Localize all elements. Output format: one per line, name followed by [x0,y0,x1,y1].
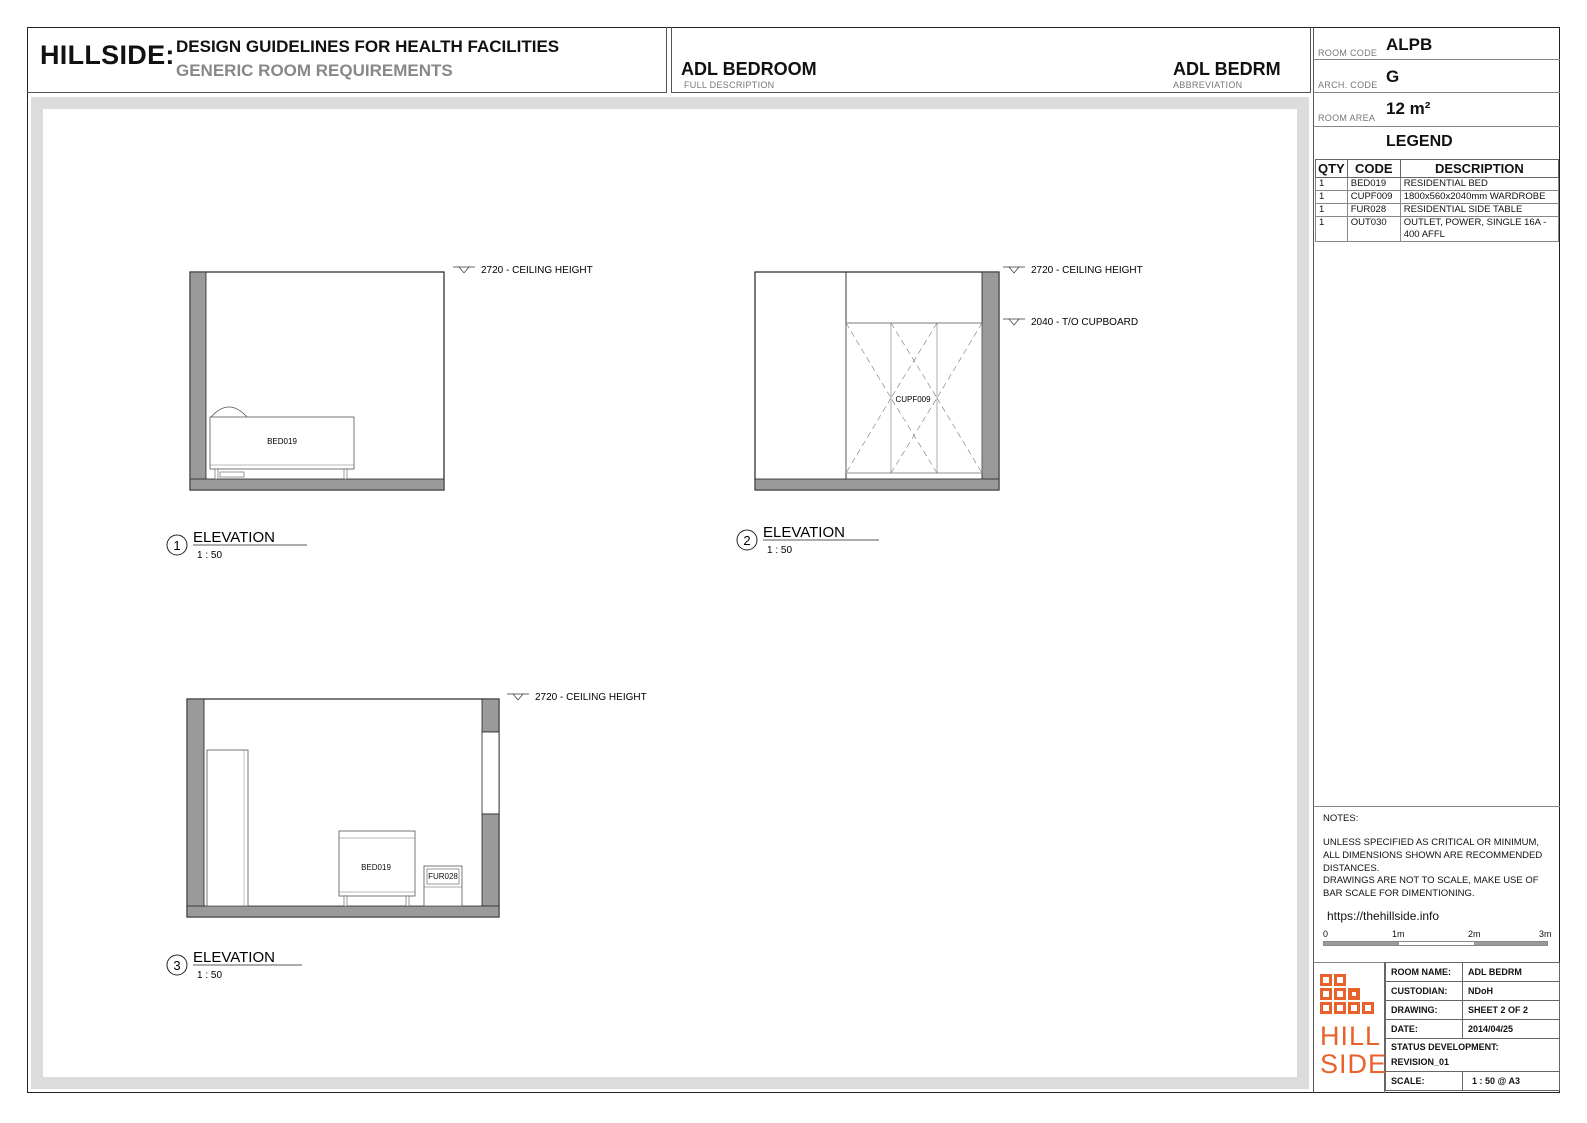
wall-section [187,699,204,917]
status-value: REVISION_01 [1391,1057,1450,1067]
wall-section [482,814,499,917]
scale-label-0: 0 [1323,929,1329,939]
drawing-label: DRAWING: [1386,1001,1463,1020]
window-opening [482,732,499,814]
floor-section [755,479,999,490]
ceiling-label-2: 2720 - CEILING HEIGHT [1031,265,1143,276]
note-2: DRAWINGS ARE NOT TO SCALE, MAKE USE OF BAR SCALE FOR DIMENTIONING. [1323,875,1539,899]
status-label: STATUS DEVELOPMENT: [1391,1042,1499,1052]
wall-section [190,272,206,490]
elevation-name-3: ELEVATION [193,949,275,966]
legend-row [1316,204,1559,217]
full-description: ADL BEDROOM [681,59,817,79]
elevation-scale-3: 1 : 50 [197,970,223,981]
elevation-title-2 [737,524,879,556]
date-label: DATE: [1386,1020,1463,1039]
bed-elevation-3 [339,831,415,906]
divider [1313,59,1560,60]
legend-qty: 1 [1316,217,1348,242]
legend-col-description: DESCRIPTION [1400,160,1558,178]
wardrobe-side-elevation [207,750,248,906]
elevation-1 [167,265,593,561]
wardrobe-label: CUPF009 [895,395,931,404]
notes-title: NOTES: [1323,813,1359,824]
room-name-value: ADL BEDRM [1463,963,1560,982]
custodian-label: CUSTODIAN: [1386,982,1463,1001]
custodian-value: NDoH [1463,982,1560,1001]
legend-col-code: CODE [1347,160,1400,178]
elevation-number-2: 2 [743,533,751,548]
document-title: DESIGN GUIDELINES FOR HEALTH FACILITIES [176,37,560,56]
legend-row [1316,178,1559,191]
abbreviation-caption: ABBREVIATION [1173,80,1243,90]
arch-code: G [1386,67,1400,86]
room-code-label: ROOM CODE [1318,48,1378,58]
elevation-number-3: 3 [173,958,181,973]
bed-elevation-1 [210,407,354,479]
ceiling-label-3: 2720 - CEILING HEIGHT [535,692,647,703]
legend-description: RESIDENTIAL SIDE TABLE [1400,204,1558,217]
room-code: ALPB [1386,35,1433,54]
hillside-logo-icon [1318,970,1382,1026]
cupboard-level-marker [1003,317,1138,328]
elevation-number-1: 1 [173,538,181,553]
ceiling-level-marker-1 [453,265,593,276]
elevation-title-1 [167,529,307,561]
bed-label-3: BED019 [361,863,391,872]
legend-title: LEGEND [1386,133,1453,150]
legend-description: RESIDENTIAL BED [1400,178,1558,191]
wall-section [482,699,499,732]
scale-bar [1323,941,1548,946]
abbreviation: ADL BEDRM [1173,59,1281,79]
info-row [1386,1072,1560,1091]
legend-row [1316,191,1559,204]
status-cell [1386,1039,1560,1072]
floor-section [190,479,444,490]
scale-label-1m: 1m [1392,929,1405,939]
ceiling-label-1: 2720 - CEILING HEIGHT [481,265,593,276]
info-row [1386,1001,1560,1020]
legend-description: 1800x560x2040mm WARDROBE [1400,191,1558,204]
divider [1313,806,1560,807]
legend-description: OUTLET, POWER, SINGLE 16A - 400 AFFL [1400,217,1558,242]
elevation-2 [737,265,1143,556]
info-row [1386,963,1560,982]
elevation-name-2: ELEVATION [763,524,845,541]
elevation-3 [167,692,647,981]
legend-header-row [1316,160,1559,178]
legend-qty: 1 [1316,191,1348,204]
legend-code: CUPF009 [1347,191,1400,204]
legend-code: FUR028 [1347,204,1400,217]
arch-code-label: ARCH. CODE [1318,80,1378,90]
legend-qty: 1 [1316,204,1348,217]
scale-value: 1 : 50 @ A3 [1463,1072,1560,1091]
logo-text-top: HILL [1320,1021,1382,1051]
bed-label-1: BED019 [267,437,297,446]
logo-text-bottom: SIDE [1320,1049,1388,1079]
floor-section [187,906,499,917]
legend-qty: 1 [1316,178,1348,191]
note-1: UNLESS SPECIFIED AS CRITICAL OR MINIMUM, ALL DIMENSIONS SHOWN ARE RECOMMENDED DISTANCES. [1323,837,1543,874]
elevation-name-1: ELEVATION [193,529,275,546]
info-row [1386,1039,1560,1072]
scale-label-3m: 3m [1539,929,1552,939]
legend-code: BED019 [1347,178,1400,191]
scale-label: SCALE: [1386,1072,1463,1091]
divider [1313,92,1560,93]
divider [1313,126,1560,127]
wall-section [982,272,999,490]
scale-bar-segment [1474,942,1547,945]
side-table-elevation [424,866,462,906]
date-value: 2014/04/25 [1463,1020,1560,1039]
table-label: FUR028 [428,872,458,881]
cupboard-label: 2040 - T/O CUPBOARD [1031,317,1139,328]
right-panel-divider [1313,27,1314,1093]
scale-bar-segment [1324,942,1399,945]
room-area-label: ROOM AREA [1318,113,1376,123]
info-row [1386,982,1560,1001]
legend-col-qty: QTY [1316,160,1348,178]
elevation-scale-1: 1 : 50 [197,550,223,561]
elevation-title-3 [167,949,302,981]
document-subtitle: GENERIC ROOM REQUIREMENTS [176,61,453,80]
drawing-value: SHEET 2 OF 2 [1463,1001,1560,1020]
info-row [1386,1020,1560,1039]
legend-row [1316,217,1559,242]
sheet-info-table [1385,962,1560,1091]
scale-label-2m: 2m [1468,929,1481,939]
full-description-caption: FULL DESCRIPTION [684,80,775,90]
legend-table [1315,159,1559,242]
room-area: 12 m² [1386,99,1431,118]
ceiling-level-marker-3 [507,692,647,703]
room-name-label: ROOM NAME: [1386,963,1463,982]
legend-code: OUT030 [1347,217,1400,242]
brand-name: HILLSIDE: [40,40,175,70]
ceiling-level-marker-2 [1003,265,1143,276]
elevation-scale-2: 1 : 50 [767,545,793,556]
website-url[interactable]: https://thehillside.info [1327,909,1440,923]
